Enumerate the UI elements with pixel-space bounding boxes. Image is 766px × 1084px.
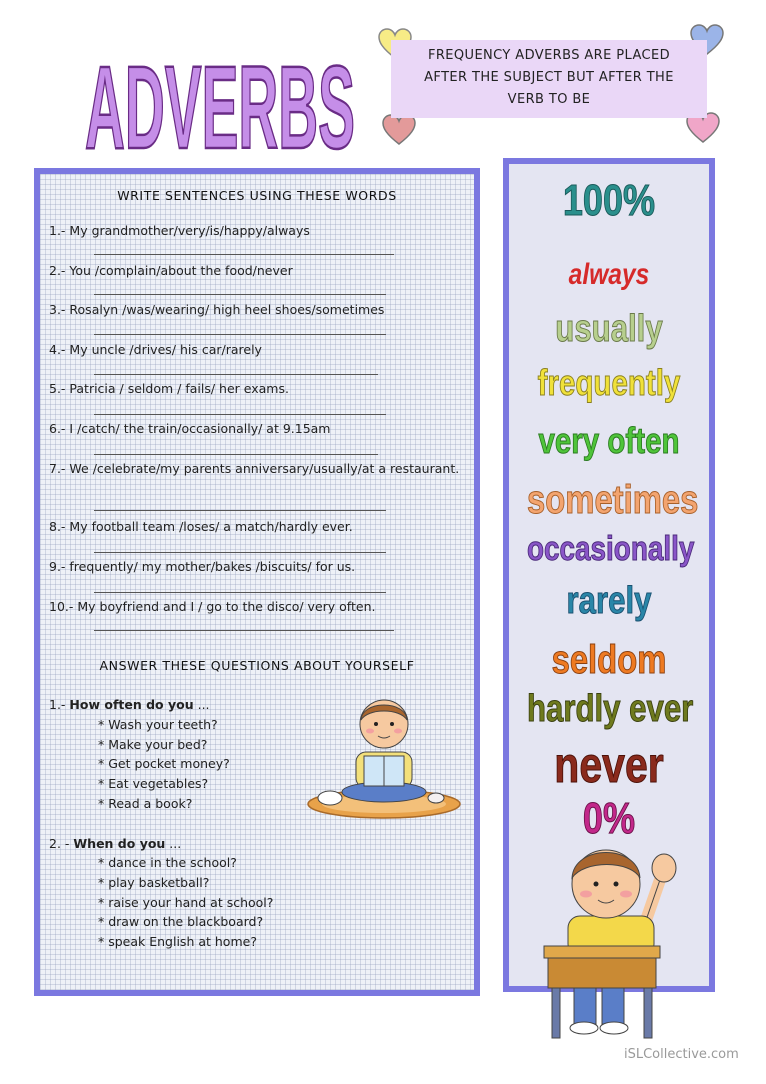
answer-line[interactable] (94, 552, 386, 553)
exercise-item: 5.- Patricia / seldom / fails/ her exams. (49, 381, 289, 396)
question-2-item: * raise your hand at school? (98, 895, 274, 910)
scale-bottom-percent: 0% (582, 794, 636, 843)
exercise-item: 9.- frequently/ my mother/bakes /biscuits/ for us. (49, 559, 356, 574)
question-2-item: * speak English at home? (98, 934, 257, 949)
note-line-2: AFTER THE SUBJECT BUT AFTER THE (424, 70, 674, 85)
note-line-3: VERB TO BE (507, 92, 591, 107)
adverb-seldom: seldom (551, 638, 667, 682)
question-2-label: When do you (73, 836, 166, 851)
adverb-frequently: frequently (537, 362, 681, 403)
exercise-panel (34, 168, 480, 996)
answer-line[interactable] (94, 510, 386, 511)
exercise-item: 7.- We /celebrate/my parents anniversary/usually/at a restaurant. (49, 461, 460, 476)
answer-line[interactable] (94, 294, 386, 295)
answer-line[interactable] (94, 414, 386, 415)
grammar-note (391, 40, 707, 118)
page-title (80, 36, 360, 158)
question-1: 1.- How often do you ... (49, 697, 210, 712)
scale-top-percent: 100% (562, 176, 656, 225)
answer-line[interactable] (94, 374, 378, 375)
adverb-rarely: rarely (566, 580, 652, 622)
question-2: 2. - When do you ... (49, 836, 182, 851)
adverb-very-often: very often (538, 420, 680, 461)
question-2-item: * play basketball? (98, 875, 210, 890)
watermark: iSLCollective.com (624, 1047, 739, 1062)
adverb-always: always (568, 258, 650, 291)
question-1-item: * Read a book? (98, 796, 193, 811)
exercise-item: 1.- My grandmother/very/is/happy/always (49, 223, 310, 238)
section-heading-questions: ANSWER THESE QUESTIONS ABOUT YOURSELF (99, 658, 415, 673)
adverb-occasionally: occasionally (527, 530, 695, 568)
question-1-item: * Get pocket money? (98, 756, 230, 771)
question-1-item: * Eat vegetables? (98, 776, 209, 791)
adverb-usually: usually (555, 308, 663, 350)
question-2-item: * draw on the blackboard? (98, 914, 264, 929)
answer-line[interactable] (94, 334, 386, 335)
answer-line[interactable] (94, 254, 394, 255)
question-2-item: * dance in the school? (98, 855, 237, 870)
exercise-item: 4.- My uncle /drives/ his car/rarely (49, 342, 262, 357)
question-1-item: * Wash your teeth? (98, 717, 218, 732)
exercise-item: 3.- Rosalyn /was/wearing/ high heel shoes/sometimes (49, 302, 385, 317)
question-1-label: How often do you (69, 697, 194, 712)
answer-line[interactable] (94, 454, 378, 455)
adverb-sometimes: sometimes (527, 478, 699, 522)
heart-pink-left-icon (382, 114, 416, 146)
title-text: ADVERBS (85, 42, 355, 158)
adverb-never: never (554, 737, 664, 793)
exercise-item: 2.- You /complain/about the food/never (49, 263, 293, 278)
exercise-item: 8.- My football team /loses/ a match/hardly ever. (49, 519, 353, 534)
adverb-hardly-ever: hardly ever (527, 688, 694, 730)
exercise-item: 6.- I /catch/ the train/occasionally/ at 9.15am (49, 421, 331, 436)
answer-line[interactable] (94, 630, 394, 631)
section-heading-sentences: WRITE SENTENCES USING THESE WORDS (117, 188, 397, 203)
waving-boy-illustration (540, 834, 690, 1044)
note-line-1: FREQUENCY ADVERBS ARE PLACED (427, 48, 671, 63)
question-1-item: * Make your bed? (98, 737, 208, 752)
answer-line[interactable] (94, 592, 386, 593)
title-graphic (80, 36, 360, 158)
exercise-item: 10.- My boyfriend and I / go to the disco/ very often. (49, 599, 376, 614)
reading-boy-illustration (304, 694, 464, 824)
